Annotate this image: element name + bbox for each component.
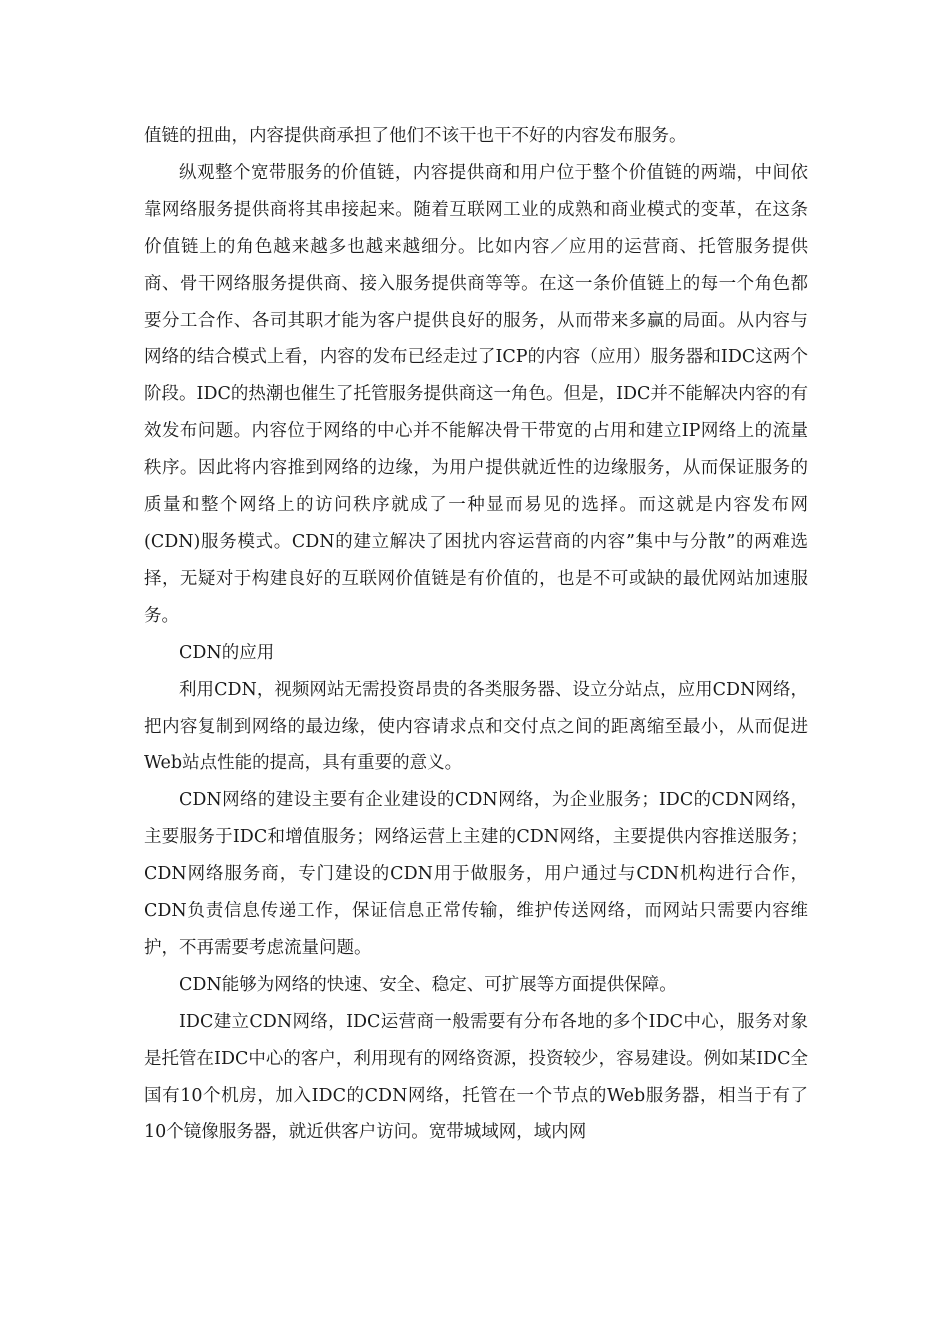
paragraph-cdn-guarantee: CDN能够为网络的快速、安全、稳定、可扩展等方面提供保障。	[179, 974, 677, 995]
paragraph-value-chain-overview: 纵观整个宽带服务的价值链，内容提供商和用户位于整个价值链的两端，中间依靠网络服务提供商将其串接起来。随着互联网工业的成熟和商业模式的变革，在这条价值链上的角色越来越多也越来越细分。比如内容／应用的运营商、托管服务提供商、骨干网络服务提供商、接入服务提供商等等。在这一条价值链上的每一个角色都要分工合作、各司其职才能为客户提供良好的服务，从而带来多赢的局面。从内容与网络的结合模式上看，内容的发布已经走过了ICP的内容（应用）服务器和IDC这两个阶段。IDC的热潮也催生了托管服务提供商这一角色。但是，IDC并不能解决内容的有效发布问题。内容位于网络的中心并不能解决骨干带宽的占用和建立IP网络上的流量秩序。因此将内容推到网络的边缘，为用户提供就近性的边缘服务，从而保证服务的质量和整个网络上的访问秩序就成了一种显而易见的选择。而这就是内容发布网(CDN)服务模式。CDN的建立解决了困扰内容运营商的内容”集中与分散”的两难选择，无疑对于构建良好的互联网价值链是有价值的，也是不可或缺的最优网站加速服务。	[144, 162, 808, 626]
paragraph-cdn-usage: 利用CDN，视频网站无需投资昂贵的各类服务器、设立分站点，应用CDN网络，把内容复制到网络的最边缘，使内容请求点和交付点之间的距离缩至最小，从而促进Web站点性能的提高，具有重要的意义。	[144, 679, 808, 774]
paragraph-value-chain-distortion: 值链的扭曲，内容提供商承担了他们不该干也干不好的内容发布服务。	[144, 126, 687, 146]
section-heading-cdn-application: CDN的应用	[179, 642, 275, 663]
paragraph-idc-cdn: IDC建立CDN网络，IDC运营商一般需要有分布各地的多个IDC中心，服务对象是托管在IDC中心的客户，利用现有的网络资源，投资较少，容易建设。例如某IDC全国有10个机房，加入IDC的CDN网络，托管在一个节点的Web服务器，相当于有了10个镜像服务器，就近供客户访问。宽带城域网，域内网	[144, 1011, 808, 1143]
document-page	[144, 118, 808, 1151]
paragraph-cdn-construction: CDN网络的建设主要有企业建设的CDN网络，为企业服务；IDC的CDN网络，主要服务于IDC和增值服务；网络运营上主建的CDN网络，主要提供内容推送服务；CDN网络服务商，专门建设的CDN用于做服务，用户通过与CDN机构进行合作，CDN负责信息传递工作，保证信息正常传输，维护传送网络，而网站只需要内容维护，不再需要考虑流量问题。	[144, 790, 808, 958]
